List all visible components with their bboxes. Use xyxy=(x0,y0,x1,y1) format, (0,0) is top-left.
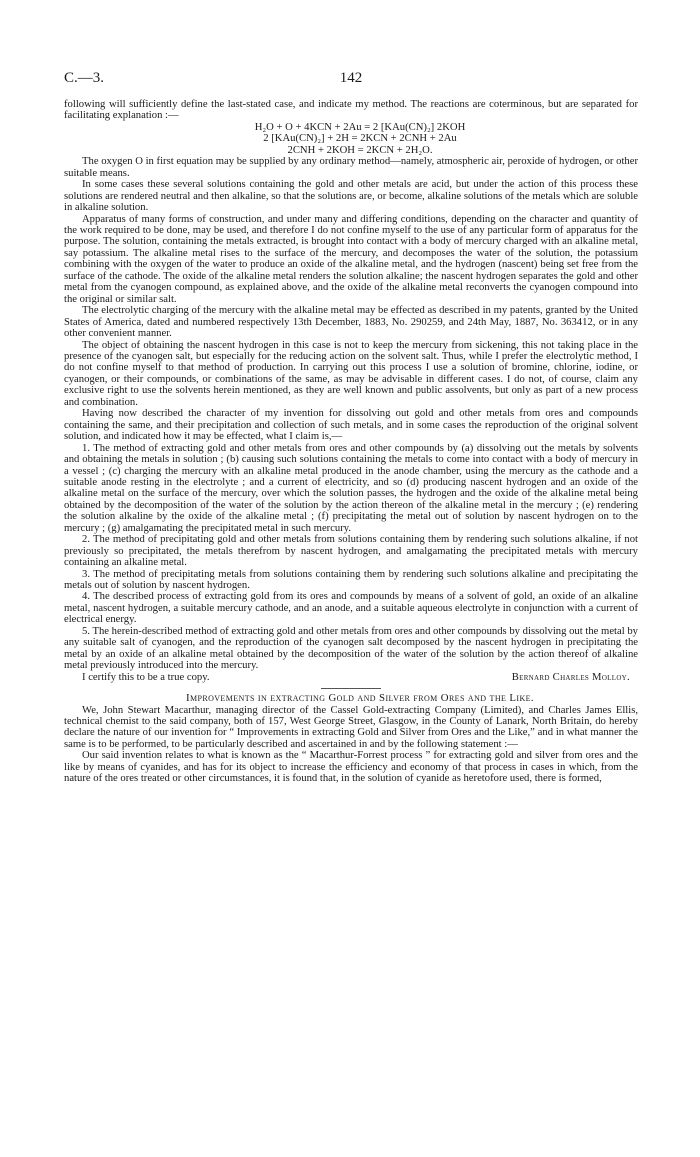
signature-name: Bernard Charles Molloy. xyxy=(511,671,630,683)
paragraph: The electrolytic charging of the mercury with the alkaline metal may be effected as described in my patents, granted by the United States of America, dated and numbered respectively 13th December, 1883, No. 290259, and 24th May, 1887, No. 363412, or in any other convenient manner. xyxy=(64,305,638,340)
paragraph: Apparatus of many forms of construction, and under many and differing conditions, depending on the character and quantity of the work required to be done, may be used, and therefore I do not confine myself to the use of any particular form of apparatus for the purpose. The solution, containing the metals extracted, is brought into contact with a body of mercury charged with an alkaline metal, say potassium. The alkaline metal rises to the surface of the mercury, and decomposes the water of the solution, the potassium combining with the oxygen of the water to produce an oxide of the alkaline metal, and the hydrogen (nascent) being set free from the surface of the cathode. The oxide of the alkaline metal renders the solution alkaline; the nascent hydrogen separates the gold and other metal from the cyanogen compound, as explained above, and the oxide of the alkaline metal reconverts the cyanogen compound into the original or similar salt. xyxy=(64,213,638,305)
section-divider xyxy=(321,688,381,689)
equation-1: H₂O + O + 4KCN + 2Au = 2 [KAu(CN)₂] 2KOH xyxy=(254,121,466,133)
equation-3: 2CNH + 2KOH = 2KCN + 2H₂O. xyxy=(287,144,433,156)
claim-3: 3. The method of precipitating metals from solutions containing them by rendering such solutions alkaline and precipitating the metals out of solution by nascent hydrogen. xyxy=(64,568,638,592)
claim-2: 2. The method of precipitating gold and other metals from solutions containing them by rendering such solutions alkaline, if not previously so precipitated, the metals therefrom by nascent hydrogen, and amalgamating the precipitated metals with mercury containing an alkaline metal. xyxy=(64,534,638,569)
paragraph: We, John Stewart Macarthur, managing director of the Cassel Gold-extracting Company (Limited), and Charles James Ellis, technical chemist to the said company, both of 157, West George Street, Glasgow, in the County of Lanark, North Britain, do hereby declare the nature of our invention for “ Improvements in extracting Gold and Silver from Ores and the Like,” and in what manner the same is to be performed, to be particularly described and ascertained in and by the following statement :— xyxy=(64,704,638,750)
page-header xyxy=(64,70,638,90)
body-text xyxy=(64,99,638,785)
paragraph: The oxygen O in first equation may be supplied by any ordinary method—namely, atmospheric air, peroxide of hydrogen, or other suitable means. xyxy=(64,156,638,179)
paragraph: In some cases these several solutions containing the gold and other metals are acid, but under the action of this process these solutions are rendered neutral and then alkaline, so that the solutions are, or become, alkaline solutions of the metals which are soluble in alkaline solution. xyxy=(64,179,638,214)
claim-4: 4. The described process of extracting gold from its ores and compounds by means of a solvent of gold, an oxide of an alkaline metal, nascent hydrogen, a suitable mercury cathode, and an anode, and a suitable aqueous electrolyte in conjunction with a current of electrical energy. xyxy=(64,591,638,626)
equation-2: 2 [KAu(CN)₂] + 2H = 2KCN + 2CNH + 2Au xyxy=(263,133,457,145)
claim-1: 1. The method of extracting gold and other metals from ores and other compounds by (a) dissolving out the metals by solvents and obtaining the metals in solution ; (b) causing such solutions containing the metals to come into contact with a body of mercury in a vessel ; (c) charging the mercury with an alkaline metal produced in the anode chamber, using the mercury as the cathode and a suitable anode resting in the electrolyte ; and a current of electricity, and so (d) producing nascent hydrogen and an oxide of the alkaline metal on the surface of the mercury, over which the solution passes, the hydrogen and the oxide of the alkaline metal being obtained by the decomposition of the water of the solution by the action thereon of the alkaline metal in the mercury ; (e) rendering the solution alkaline by the oxide of the alkaline metal ; (f) precipitating the metal out of solution by nascent hydrogen on to the mercury ; (g) amalgamating the precipitated metal in such mercury. xyxy=(64,442,638,534)
certification-line xyxy=(64,672,638,683)
section-title: Improvements in extracting Gold and Silver from Ores and the Like. xyxy=(185,692,535,705)
paragraph: Our said invention relates to what is known as the “ Macarthur-Forrest process ” for extracting gold and silver from ores and the like by means of cyanides, and has for its object to increase the efficiency and economy of that process in cases in which, from the nature of the ores treated or other circumstances, it is found that, in the solution of cyanide as heretofore used, there is formed, xyxy=(64,750,638,785)
page-number: 142 xyxy=(339,70,363,86)
paragraph: Having now described the character of my invention for dissolving out gold and other metals from ores and compounds containing the same, and their precipitation and collection of such metals, and in some cases the reproduction of the original solvent solution, and indicated how it may be effected, what I claim is,— xyxy=(64,408,638,443)
document-reference: C.—3. xyxy=(64,70,105,86)
paragraph: following will sufficiently define the last-stated case, and indicate my method. The reactions are coterminous, but are separated for facilitating explanation :— xyxy=(64,99,638,122)
claim-5: 5. The herein-described method of extracting gold and other metals from ores and other compounds by dissolving out the metal by any suitable salt of cyanogen, and the reproduction of the cyanogen salt decomposed by the nascent hydrogen in precipitating the metal by an oxide of an alkaline metal obtained by the decomposition of the water of the solution by the action thereof of alkaline metal previously introduced into the mercury. xyxy=(64,625,638,672)
paragraph: The object of obtaining the nascent hydrogen in this case is not to keep the mercury from sickening, this not taking place in the presence of the cyanogen salt, but especially for the reducing action on the solvent salt. Thus, while I prefer the electrolytic method, I do not confine myself to that method of production. In carrying out this process I use a solution of bromine, chlorine, iodine, or cyanogen, or their compounds, or combinations of the same, as may be advisable in different cases. I do not, of course, claim any exclusive right to use the solvents herein mentioned, as they are well known and public assolvents, but only as part of a new process and combination. xyxy=(64,339,638,408)
certification-text: I certify this to be a true copy. xyxy=(82,671,210,683)
